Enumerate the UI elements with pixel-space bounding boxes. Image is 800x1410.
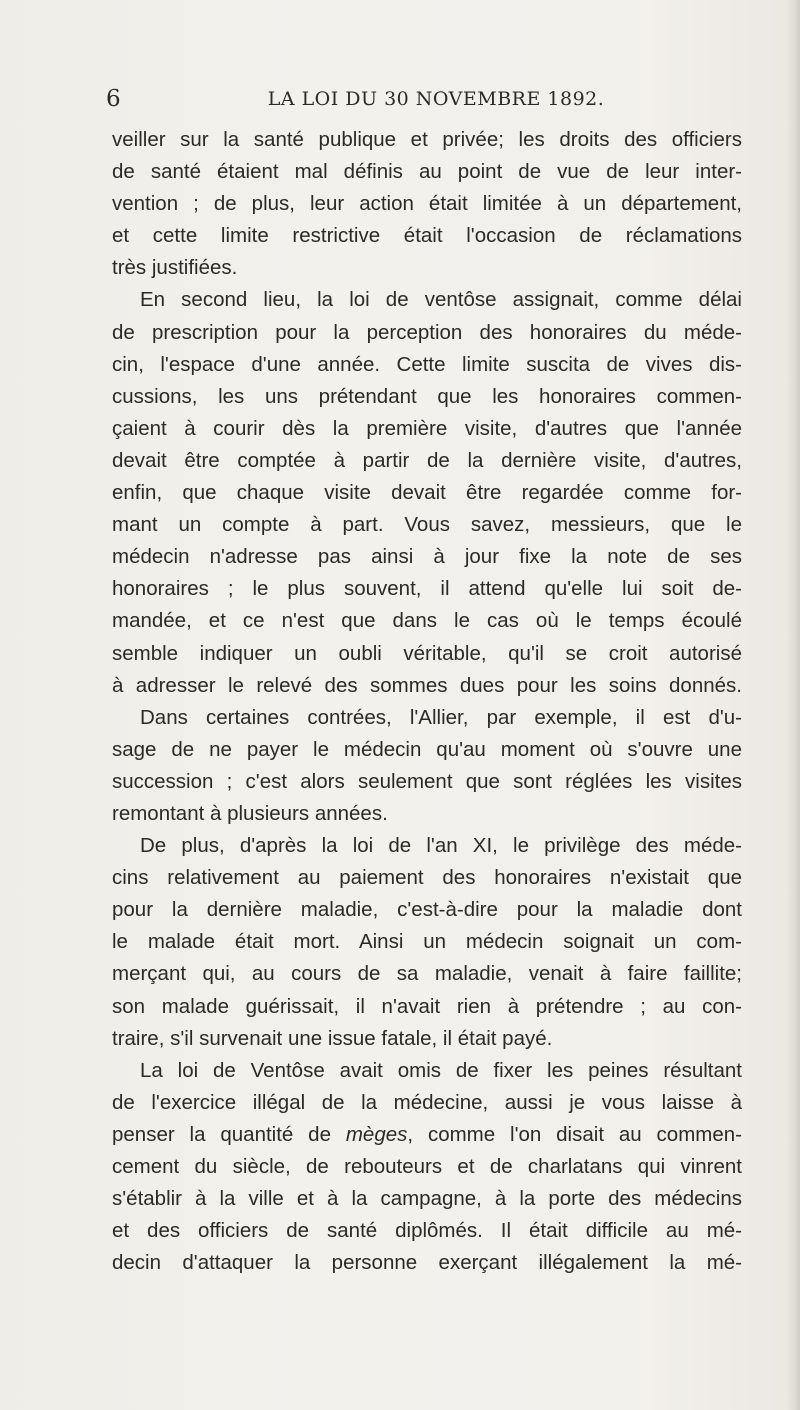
running-head (106, 84, 726, 114)
text-line: de l'exercice illégal de la médecine, aussi je vous laisse à (112, 1090, 742, 1114)
text-line: decin d'attaquer la personne exerçant illégalement la mé- (112, 1251, 742, 1275)
text-line: honoraires ; le plus souvent, il attend qu'elle lui soit de- (112, 577, 742, 601)
text-line: de santé étaient mal définis au point de vue de leur inter- (112, 160, 742, 184)
text-line: s'établir à la ville et à la campagne, à la porte des médecins (112, 1187, 742, 1211)
text-line: à adresser le relevé des sommes dues pour les soins donnés. (112, 673, 742, 697)
text-line: de prescription pour la perception des honoraires du méde- (112, 320, 742, 344)
text-line: médecin n'adresse pas ainsi à jour fixe la note de ses (112, 545, 742, 569)
page-number: 6 (106, 86, 121, 112)
text-line: pour la dernière maladie, c'est-à-dire pour la maladie dont (112, 898, 742, 922)
paragraph-start-line: En second lieu, la loi de ventôse assignait, comme délai (140, 288, 742, 312)
text-line: cin, l'espace d'une année. Cette limite suscita de vives dis- (112, 352, 742, 376)
text-line: veiller sur la santé publique et privée; les droits des officiers (112, 128, 742, 151)
text-line: çaient à courir dès la première visite, d'autres que l'année (112, 416, 742, 440)
text-line: enfin, que chaque visite devait être regardée comme for- (112, 481, 742, 505)
text-line: traire, s'il survenait une issue fatale, il était payé. (112, 1026, 553, 1050)
text-run: penser la quantité de (112, 1122, 346, 1146)
text-line: devait être comptée à partir de la dernière visite, d'autres, (112, 448, 742, 472)
text-line: cement du siècle, de rebouteurs et de charlatans qui vinrent (112, 1155, 742, 1178)
text-line: vention ; de plus, leur action était limitée à un département, (112, 192, 742, 216)
text-line: le malade était mort. Ainsi un médecin soignait un com- (112, 930, 742, 954)
text-line: son malade guérissait, il n'avait rien à prétendre ; au con- (112, 994, 742, 1018)
text-run: , comme l'on disait au commen- (407, 1122, 742, 1146)
page-edge-shadow (786, 0, 800, 1410)
text-line: mant un compte à part. Vous savez, messieurs, que le (112, 513, 742, 537)
paragraph-start-line: De plus, d'après la loi de l'an XI, le privilège des méde- (140, 834, 742, 858)
running-title: LA LOI DU 30 NOVEMBRE 1892. (267, 88, 605, 110)
text-line: mandée, et ce n'est que dans le cas où le temps écoulé (112, 609, 742, 633)
paragraph-start-line: La loi de Ventôse avait omis de fixer les peines résultant (140, 1058, 742, 1082)
text-line: cussions, les uns prétendant que les honoraires commen- (112, 384, 742, 408)
text-line: remontant à plusieurs années. (112, 801, 388, 825)
text-line: succession ; c'est alors seulement que sont réglées les visites (112, 769, 742, 793)
body-text (112, 124, 742, 1279)
text-line: cins relativement au paiement des honoraires n'existait que (112, 866, 742, 890)
text-line: merçant qui, au cours de sa maladie, venait à faire faillite; (112, 962, 742, 986)
text-line: et des officiers de santé diplômés. Il était difficile au mé- (112, 1219, 742, 1243)
text-line: sage de ne payer le médecin qu'au moment où s'ouvre une (112, 737, 742, 761)
text-line: très justifiées. (112, 256, 238, 280)
text-line-with-italic (112, 1119, 742, 1151)
italic-term: mèges (345, 1122, 408, 1146)
text-line: et cette limite restrictive était l'occasion de réclamations (112, 224, 742, 248)
paragraph-start-line: Dans certaines contrées, l'Allier, par exemple, il est d'u- (140, 705, 742, 729)
text-line: semble indiquer un oubli véritable, qu'il se croit autorisé (112, 641, 742, 665)
